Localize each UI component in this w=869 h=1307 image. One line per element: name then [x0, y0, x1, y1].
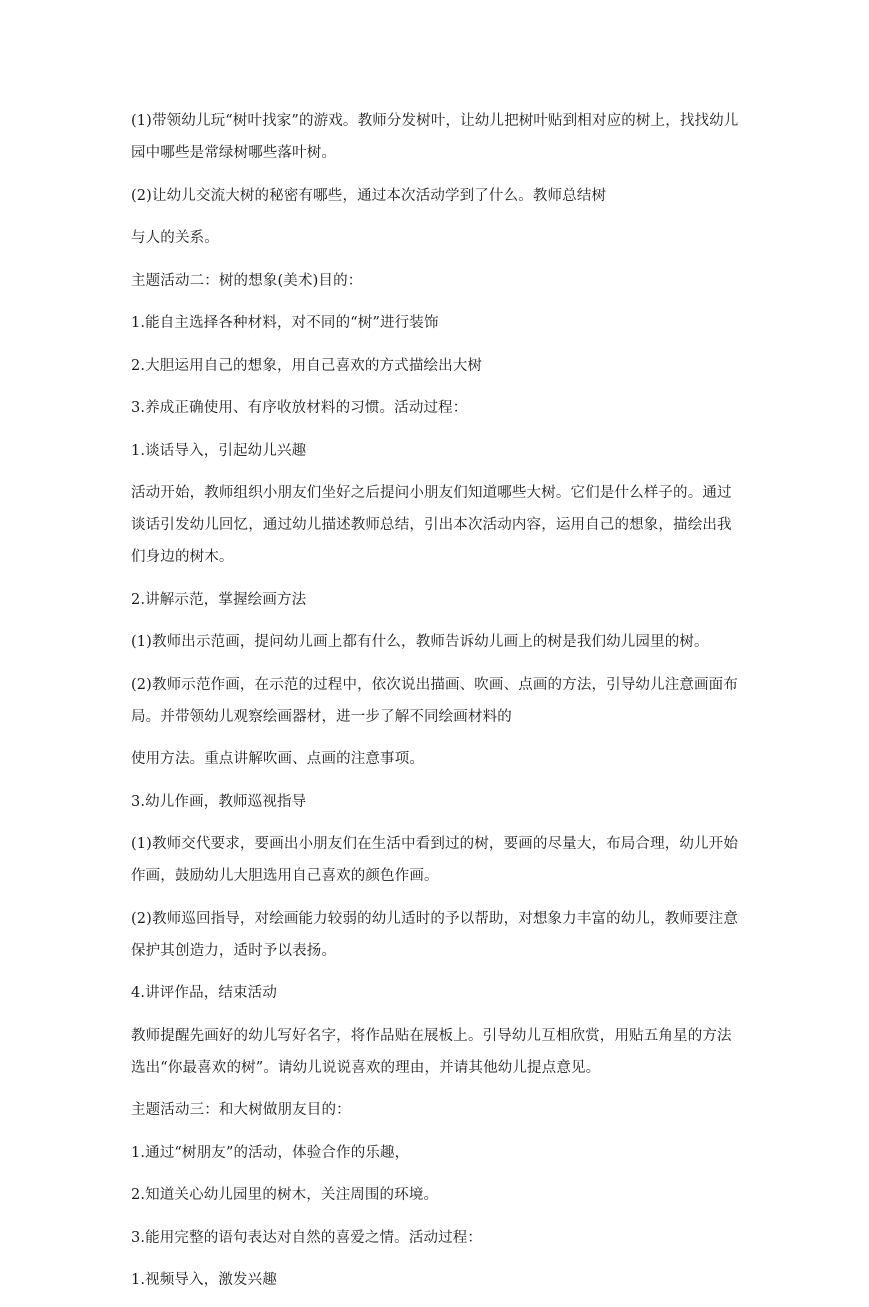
paragraph: (2)让幼儿交流大树的秘密有哪些，通过本次活动学到了什么。教师总结树 — [131, 187, 607, 204]
paragraph: (2)教师示范作画，在示范的过程中，依次说出描画、吹画、点画的方法，引导幼儿注意画面布局。并带领幼儿观察绘画器材，进一步了解不同绘画材料的 — [131, 676, 738, 725]
paragraph: (1)带领幼儿玩“树叶找家”的游戏。教师分发树叶，让幼儿把树叶贴到相对应的树上，找找幼儿园中哪些是常绿树哪些落叶树。 — [131, 113, 739, 161]
paragraph: 2.知道关心幼儿园里的树木，关注周围的环境。 — [131, 1187, 439, 1203]
paragraph: 3.能用完整的语句表达对自然的喜爱之情。活动过程： — [131, 1229, 483, 1246]
step-heading: 1.视频导入，激发兴趣 — [131, 1272, 277, 1288]
paragraph: (1)教师出示范画，提问幼儿画上都有什么，教师告诉幼儿画上的树是我们幼儿园里的树。 — [131, 634, 709, 650]
step-heading: 2.讲解示范，掌握绘画方法 — [131, 591, 307, 608]
paragraph: (1)教师交代要求，要画出小朋友们在生活中看到过的树，要画的尽量大，布局合理，幼儿开始作画，鼓励幼儿大胆选用自己喜欢的颜色作画。 — [131, 836, 738, 884]
section-heading: 主题活动三：和大树做朋友目的： — [131, 1102, 351, 1118]
paragraph: 2.大胆运用自己的想象，用自己喜欢的方式描绘出大树 — [131, 357, 483, 374]
document-body — [131, 105, 741, 1307]
paragraph: 使用方法。重点讲解吹画、点画的注意事项。 — [131, 751, 424, 767]
step-heading: 1.谈话导入，引起幼儿兴趣 — [131, 442, 307, 459]
section-heading: 主题活动二：树的想象(美术)目的： — [131, 272, 363, 289]
paragraph: 活动开始，教师组织小朋友们坐好之后提问小朋友们知道哪些大树。它们是什么样子的。通过谈话引发幼儿回忆，通过幼儿描述教师总结，引出本次活动内容，运用自己的想象，描绘出我们身边的树木。 — [131, 485, 732, 565]
paragraph: 1.能自主选择各种材料，对不同的“树”进行装饰 — [131, 315, 439, 331]
paragraph: (2)教师巡回指导，对绘画能力较弱的幼儿适时的予以帮助，对想象力丰富的幼儿，教师要注意保护其创造力，适时予以表扬。 — [131, 910, 738, 959]
paragraph: 与人的关系。 — [131, 230, 219, 246]
paragraph: 教师提醒先画好的幼儿写好名字，将作品贴在展板上。引导幼儿互相欣赏，用贴五角星的方法选出“你最喜欢的树”。请幼儿说说喜欢的理由，并请其他幼儿提点意见。 — [131, 1027, 732, 1076]
step-heading: 3.幼儿作画，教师巡视指导 — [131, 793, 307, 810]
paragraph: 1.通过“树朋友”的活动，体验合作的乐趣， — [131, 1144, 410, 1161]
step-heading: 4.讲评作品，结束活动 — [131, 985, 277, 1001]
paragraph: 3.养成正确使用、有序收放材料的习惯。活动过程： — [131, 400, 468, 416]
